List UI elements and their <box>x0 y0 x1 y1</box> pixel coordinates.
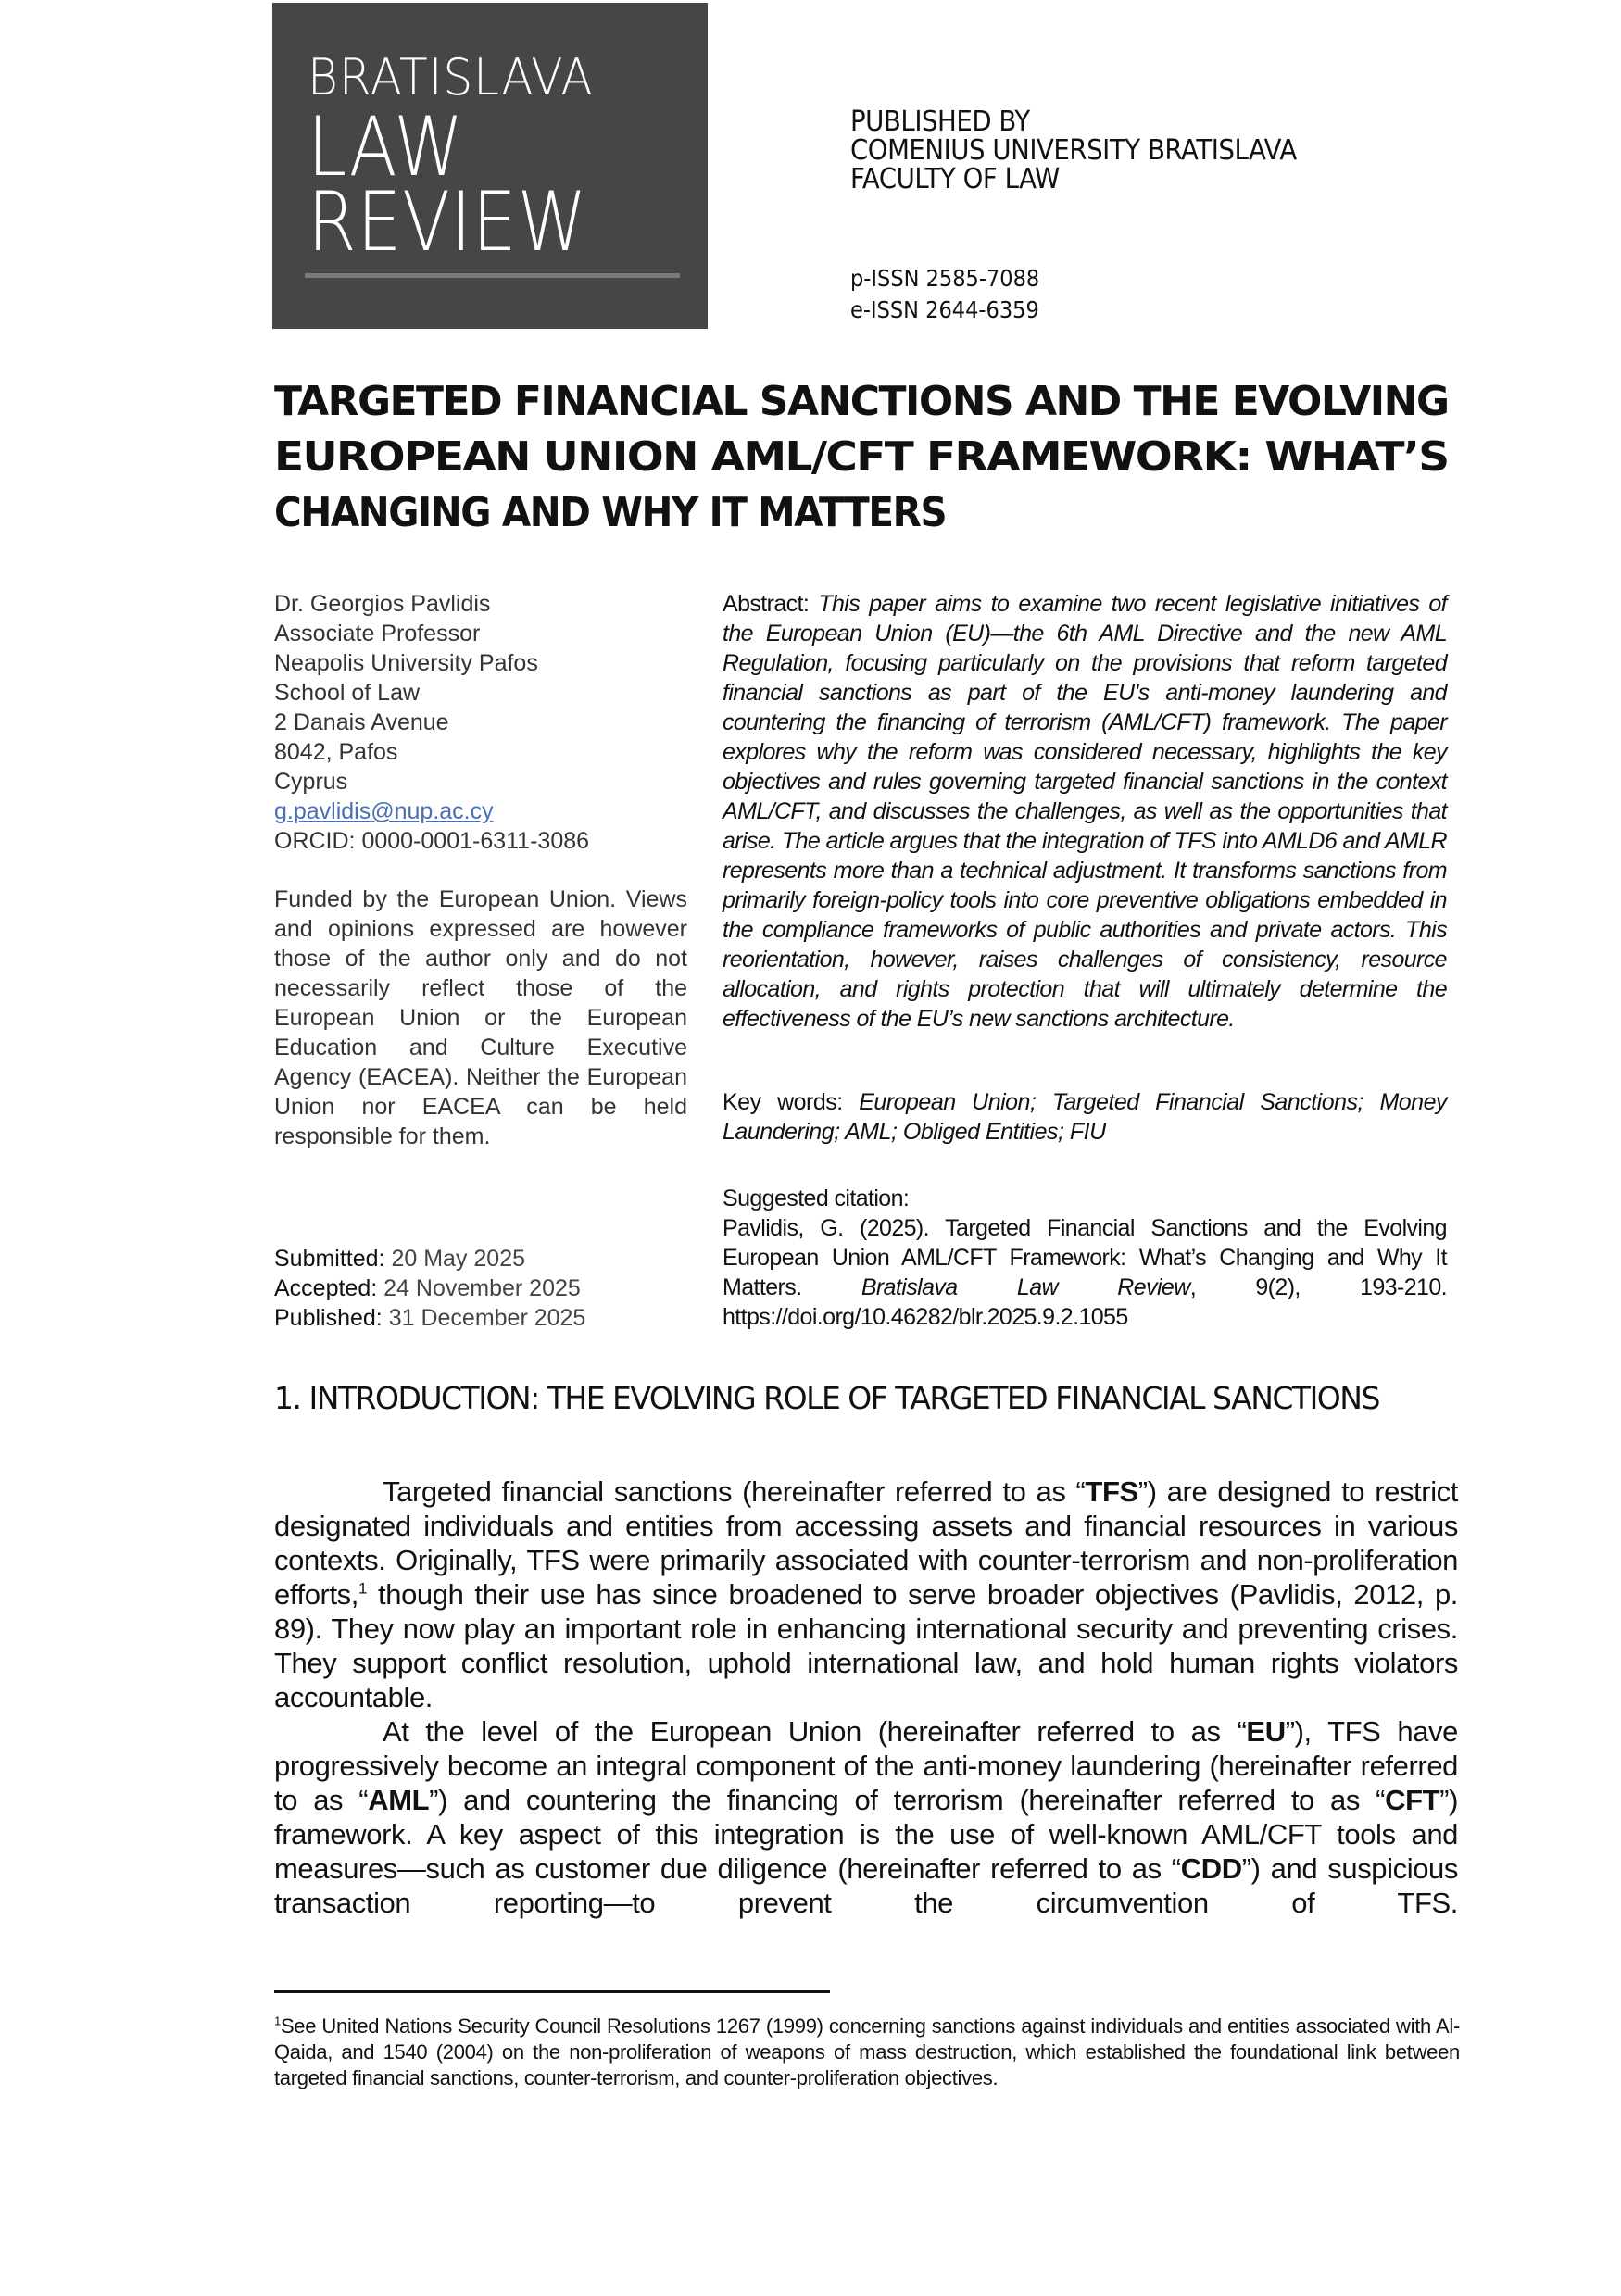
keywords <box>723 1087 1447 1147</box>
keywords-text: European Union; Targeted Financial Sanctions; Money Laundering; AML; Obliged Entities; FIU <box>723 1089 1447 1145</box>
published-label: Published: <box>274 1305 383 1331</box>
abstract-text: This paper aims to examine two recent legislative initiatives of the European Union (EU)—the 6th AML Directive and the new AML Regulation, focusing particularly on the provisions that reform targeted financial sanctions as part of the EU's anti-money laundering and countering the financing of terrorism (AML/CFT) framework. The paper explores why the reform was considered necessary, highlights the key objectives and rules governing targeted financial sanctions in the context AML/CFT, and discusses the challenges, as well as the opportunities that arise. The article argues that the integration of TFS into AMLD6 and AMLR represents more than a technical adjustment. It transforms sanctions from primarily foreign-policy tools into core preventive obligations embedded in the compliance frameworks of public authorities and private actors. This reorientation, however, raises challenges of consistency, resource allocation, and rights protection that will ultimately determine the effectiveness of the EU’s new sanctions architecture. <box>723 591 1447 1032</box>
suggested-citation <box>723 1184 1447 1332</box>
publisher-line: PUBLISHED BY <box>850 106 1030 138</box>
logo-word-review: REVIEW <box>308 174 588 270</box>
text-run: though their use has since broadened to serve broader objectives (Pavlidis, 2012, p. 89). They now play an important role in enhancing international security and preventing crises. They support conflict resolution, uphold international law, and hold human rights violators accountable. <box>274 1578 1458 1713</box>
author-country: Cyprus <box>274 769 348 795</box>
publisher-line: COMENIUS UNIVERSITY BRATISLAVA <box>850 134 1297 167</box>
article-title <box>274 374 1449 541</box>
citation-body: Pavlidis, G. (2025). Targeted Financial Sanctions and the Evolving European Union AML/CFT Framework: What’s Changing and Why It Matters. <box>723 1215 1447 1300</box>
author-city: 8042, Pafos <box>274 739 398 765</box>
text-run: ”) and suspicious transaction reporting—to prevent the circumvention of TFS. <box>274 1852 1458 1919</box>
author-email-link[interactable]: g.pavlidis@nup.ac.cy <box>274 798 494 824</box>
author-info <box>274 589 682 856</box>
abstract-label: Abstract: <box>723 591 810 617</box>
citation-text <box>723 1213 1447 1302</box>
publisher-block <box>850 107 1336 194</box>
abstract <box>723 589 1447 1034</box>
logo-word-law: LAW <box>308 99 464 194</box>
citation-doi-link[interactable]: https://doi.org/10.46282/blr.2025.9.2.1055 <box>723 1304 1128 1330</box>
citation-label: Suggested citation: <box>723 1186 910 1211</box>
title-line: TARGETED FINANCIAL SANCTIONS AND THE EVOLVING <box>274 378 1449 425</box>
text-run: ”) and countering the financing of terrorism (hereinafter referred to as “ <box>429 1784 1386 1816</box>
author-school: School of Law <box>274 680 421 706</box>
text-run: ”), TFS have progressively become an integral component of the anti-money laundering (hereinafter referred to as “ <box>274 1715 1458 1816</box>
logo-rule <box>305 273 680 278</box>
electronic-issn: e-ISSN 2644-6359 <box>850 296 1039 323</box>
citation-volume: , 9(2), 193-210. <box>1189 1274 1447 1300</box>
defined-term: TFS <box>1085 1475 1138 1508</box>
text-run: At the level of the European Union (hereinafter referred to as “ <box>383 1715 1247 1748</box>
published-date: 31 December 2025 <box>388 1305 586 1331</box>
footnote <box>274 2014 1460 2091</box>
accepted-label: Accepted: <box>274 1275 378 1301</box>
section-heading: 1. INTRODUCTION: THE EVOLVING ROLE OF TARGETED FINANCIAL SANCTIONS <box>274 1380 1379 1416</box>
submitted-label: Submitted: <box>274 1246 385 1272</box>
text-run: Targeted financial sanctions (hereinafter referred to as “ <box>383 1475 1086 1508</box>
paragraph <box>274 1714 1458 1920</box>
defined-term: CFT <box>1385 1784 1440 1816</box>
logo-word-bratislava: BRATISLAVA <box>308 48 594 107</box>
footnote-text: See United Nations Security Council Resolutions 1267 (1999) concerning sanctions against individuals and entities associated with Al-Qaida, and 1540 (2004) on the non-proliferation of weapons of mass destruction, which established the foundational link between targeted financial sanctions, counter-terrorism, and counter-proliferation objectives. <box>274 2014 1460 2089</box>
title-line: CHANGING AND WHY IT MATTERS <box>274 489 947 536</box>
defined-term: CDD <box>1180 1852 1242 1885</box>
body-text <box>274 1474 1458 1920</box>
funding-statement: Funded by the European Union. Views and opinions expressed are however those of the author only and do not necessarily reflect those of the European Union or the European Education and Culture Executive Agency (EACEA). Neither the European Union nor EACEA can be held responsible for them. <box>274 886 687 1149</box>
issn-block <box>850 263 1061 326</box>
text-run: ”) are designed to restrict designated individuals and entities from accessing assets and financial resources in various contexts. Originally, TFS were primarily associated with counter-terrorism and non-proliferation efforts, <box>274 1475 1458 1611</box>
citation-journal: Bratislava Law Review <box>861 1274 1190 1300</box>
author-university: Neapolis University Pafos <box>274 650 538 676</box>
defined-term: AML <box>368 1784 430 1816</box>
article-dates <box>274 1244 585 1333</box>
author-position: Associate Professor <box>274 621 481 646</box>
author-street: 2 Danais Avenue <box>274 709 449 735</box>
paragraph <box>274 1474 1458 1714</box>
footnote-ref[interactable]: 1 <box>358 1579 368 1598</box>
text-run: ”) framework. A key aspect of this integration is the use of well-known AML/CFT tools and measures—such as customer due diligence (hereinafter referred to as “ <box>274 1784 1458 1885</box>
keywords-label: Key words: <box>723 1089 843 1115</box>
journal-logo <box>272 3 708 329</box>
title-line: EUROPEAN UNION AML/CFT FRAMEWORK: WHAT’S <box>274 433 1449 481</box>
footnote-separator <box>274 1990 830 1993</box>
defined-term: EU <box>1246 1715 1286 1748</box>
accepted-date: 24 November 2025 <box>383 1275 581 1301</box>
author-name: Dr. Georgios Pavlidis <box>274 591 491 617</box>
publisher-line: FACULTY OF LAW <box>850 163 1060 195</box>
author-orcid: ORCID: 0000-0001-6311-3086 <box>274 828 590 854</box>
print-issn: p-ISSN 2585-7088 <box>850 265 1040 292</box>
submitted-date: 20 May 2025 <box>391 1246 526 1272</box>
footnote-marker: 1 <box>274 2014 281 2028</box>
